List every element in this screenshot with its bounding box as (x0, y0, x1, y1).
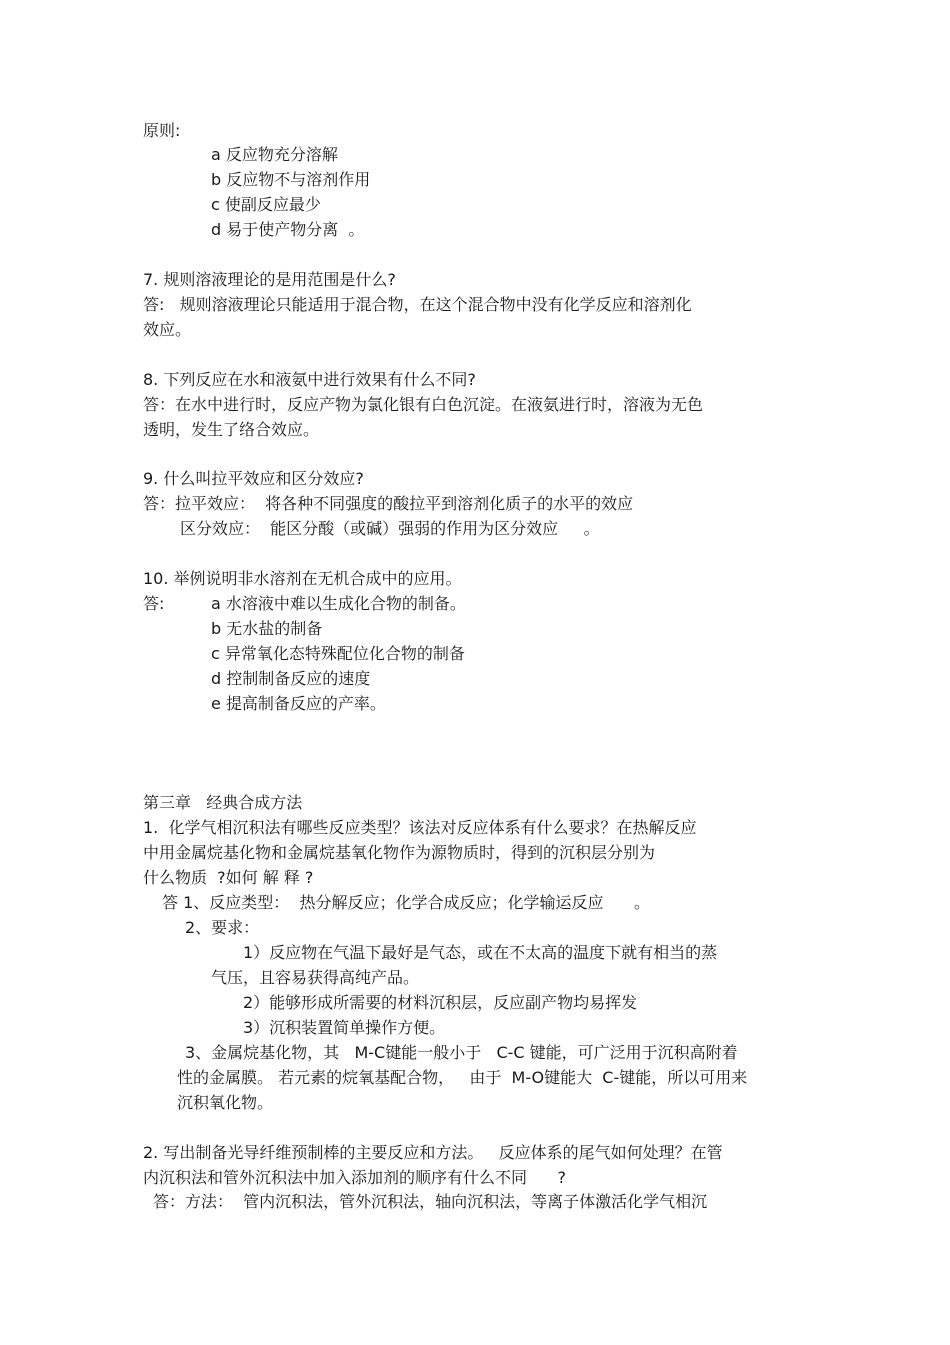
ch3-q1-answer-2-3: 3）沉积装置简单操作方便。 (243, 1018, 446, 1037)
q9-answer-line-1: 答：拉平效应： 将各种不同强度的酸拉平到溶剂化质子的水平的效应 (143, 494, 634, 513)
ch3-q1-answer-2-1-line-2: 气压，且容易获得高纯产品。 (211, 968, 420, 987)
ch3-q1-line-3: 什么物质 ?如何 解 释 ? (143, 868, 314, 887)
principle-item-b: b 反应物不与溶剂作用 (211, 170, 371, 189)
q10-item-e: e 提高制备反应的产率。 (211, 694, 386, 713)
ch3-q2-line-2: 内沉积法和管外沉积法中加入添加剂的顺序有什么不同 ? (143, 1168, 567, 1187)
q7-answer-line-2: 效应。 (143, 320, 192, 339)
chapter3-title: 第三章 经典合成方法 (143, 793, 303, 812)
q9-answer-line-2: 区分效应： 能区分酸（或碱）强弱的作用为区分效应 。 (180, 519, 600, 538)
principle-label: 原则: (143, 121, 181, 140)
principle-item-a: a 反应物充分溶解 (211, 145, 338, 164)
ch3-q1-line-2: 中用金属烷基化物和金属烷基氧化物作为源物质时，得到的沉积层分别为 (143, 843, 656, 862)
q10-item-a: a 水溶液中难以生成化合物的制备。 (211, 594, 466, 613)
q10-item-b: b 无水盐的制备 (211, 619, 323, 638)
q7-question: 7. 规则溶液理论的是用范围是什么? (143, 270, 396, 289)
ch3-q1-line-1: 1. 化学气相沉积法有哪些反应类型？该法对反应体系有什么要求？在热解反应 (143, 818, 697, 837)
q10-question: 10. 举例说明非水溶剂在无机合成中的应用。 (143, 569, 462, 588)
q10-item-d: d 控制制备反应的速度 (211, 669, 371, 688)
ch3-q1-answer-2: 2、要求： (185, 918, 260, 937)
ch3-q2-answer-line-1: 答：方法： 管内沉积法，管外沉积法，轴向沉积法，等离子体激活化学气相沉 (153, 1192, 708, 1211)
ch3-q1-answer-1: 答 1、反应类型： 热分解反应；化学合成反应；化学输运反应 。 (162, 893, 650, 912)
q8-answer-line-2: 透明，发生了络合效应。 (143, 420, 320, 439)
q10-item-c: c 异常氧化态特殊配位化合物的制备 (211, 644, 465, 663)
q9-question: 9. 什么叫拉平效应和区分效应? (143, 469, 364, 488)
q10-answer-label: 答: (143, 594, 165, 613)
ch3-q2-line-1: 2. 写出制备光导纤维预制棒的主要反应和方法。 反应体系的尾气如何处理？在管 (143, 1143, 723, 1162)
ch3-q1-answer-3-line-2: 性的金属膜。 若元素的烷氧基配合物， 由于 M-O键能大 C-键能，所以可用来 (177, 1068, 748, 1087)
principle-item-c: c 使副反应最少 (211, 195, 321, 214)
q8-question: 8. 下列反应在水和液氨中进行效果有什么不同? (143, 370, 476, 389)
q7-answer-line-1: 答: 规则溶液理论只能适用于混合物，在这个混合物中没有化学反应和溶剂化 (143, 295, 692, 314)
ch3-q1-answer-2-2: 2）能够形成所需要的材料沉积层，反应副产物均易挥发 (243, 993, 638, 1012)
q8-answer-line-1: 答：在水中进行时，反应产物为氯化银有白色沉淀。在液氨进行时，溶液为无色 (143, 395, 704, 414)
ch3-q1-answer-2-1-line-1: 1）反应物在气温下最好是气态，或在不太高的温度下就有相当的蒸 (243, 943, 718, 962)
ch3-q1-answer-3-line-3: 沉积氧化物。 (177, 1093, 274, 1112)
ch3-q1-answer-3-line-1: 3、金属烷基化物，其 M-C键能一般小于 C-C 键能，可广泛用于沉积高附着 (185, 1043, 738, 1062)
principle-item-d: d 易于使产物分离 。 (211, 220, 365, 239)
